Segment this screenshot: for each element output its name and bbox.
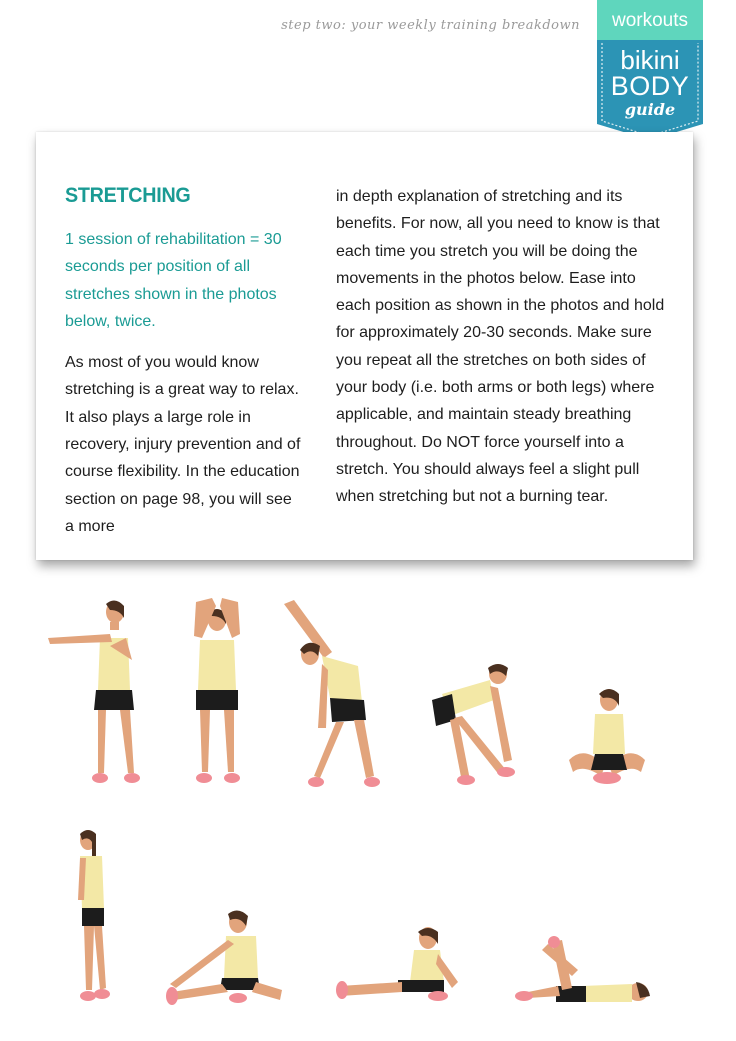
breadcrumb: step two: your weekly training breakdown <box>281 18 580 33</box>
badge-logo-bikini: bikini <box>620 45 680 75</box>
stretching-info-card <box>36 132 693 560</box>
body-paragraph-left: As most of you would know stretching is a great way to relax. It also plays a large role in recovery, injury prevention and of course flexibility. In the education section on page 98, you will see a more <box>65 354 301 535</box>
section-title: STRETCHING <box>65 184 191 207</box>
badge-logo-body: BODY <box>610 71 690 101</box>
session-instructions: 1 session of rehabilitation = 30 seconds per position of all stretches shown in the photos below, twice. <box>65 231 282 330</box>
overhead-triceps-stretch-photo <box>182 594 252 794</box>
right-column <box>336 184 671 511</box>
lying-glute-stretch-photo <box>508 932 653 1007</box>
arm-across-chest-stretch-photo <box>40 598 140 793</box>
body-paragraph-right: in depth explanation of stretching and its benefits. For now, all you need to know is that each time you stretch you will be doing the movements in the photos below. Ease into each position as shown in the photos and hold for approximately 20-30 seconds. Make sure you repeat all the stretches on both sides of your body (i.e. both arms or both legs) where applicable, and maintain steady breathing throughout. Do NOT force yourself into a stretch. You should always feel a slight pull when stretching but not a burning tear. <box>336 188 665 506</box>
standing-hamstring-stretch-photo <box>428 660 523 790</box>
seated-hamstring-stretch-photo <box>332 924 462 1009</box>
side-bend-stretch-photo <box>282 598 382 793</box>
stretch-photos <box>0 580 736 1041</box>
bikini-body-guide-badge <box>597 0 703 140</box>
seated-straddle-stretch-photo <box>162 904 292 1014</box>
badge-logo-guide: guide <box>624 100 676 119</box>
standing-quad-stretch-photo <box>72 828 122 1013</box>
left-column <box>65 184 305 540</box>
seated-butterfly-stretch-photo <box>565 684 650 789</box>
badge-section-tab: workouts <box>597 0 703 40</box>
